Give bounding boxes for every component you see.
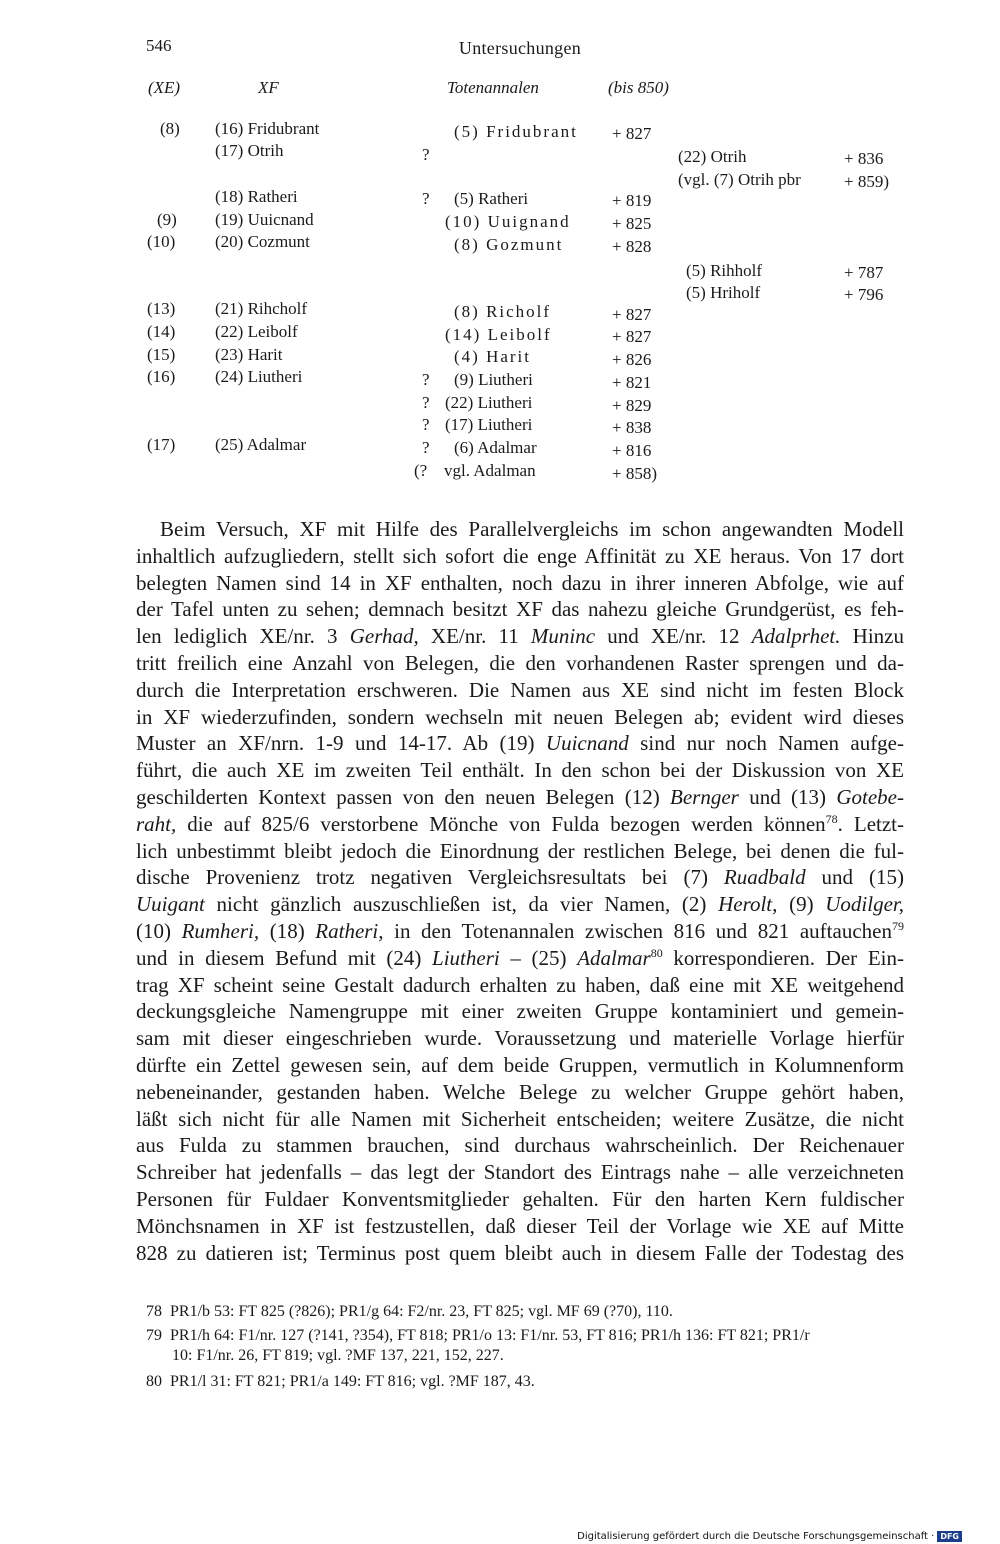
body-line: nebeneinander, gestanden haben. Welche Belege zu welcher Gruppe gehört haben, bbox=[136, 1079, 904, 1104]
footnote-ref-80: 80 bbox=[650, 945, 663, 960]
body-line: Personen für Fuldaer Konventsmitglieder gehalten. Für den harten Kern fuldischer bbox=[136, 1186, 904, 1211]
table-cell-date: + 827 bbox=[612, 327, 652, 346]
body-line: Uuigant nicht gänzlich auszuschließen ist, da vier Namen, (2) Herolt, (9) Uodilger, bbox=[136, 892, 904, 917]
column-header-totenannalen: Totenannalen bbox=[447, 78, 539, 97]
table-cell-totenannalen: vgl. Adalman bbox=[444, 461, 536, 480]
table-cell-xf: (18) Ratheri bbox=[215, 187, 298, 206]
body-line: durch die Interpretation erschweren. Die Namen aus XE sind nicht im festen Block bbox=[136, 677, 904, 702]
table-cell-totenannalen: (4) Harit bbox=[454, 347, 532, 366]
table-cell-xe: (16) bbox=[147, 367, 176, 386]
footnote-79-continued: 10: F1/nr. 26, FT 819; vgl. ?MF 137, 221, 152, 227. bbox=[172, 1347, 504, 1364]
body-line: deckungsgleiche Namengruppe mit einer zweiten Gruppe kontaminiert und gemein- bbox=[136, 999, 904, 1024]
body-line: 828 zu datieren ist; Terminus post quem bleibt auch in diesem Falle der Todestag des bbox=[136, 1240, 904, 1265]
table-cell-totenannalen: (5) Ratheri bbox=[454, 189, 529, 208]
table-cell-query: ? bbox=[422, 189, 430, 208]
table-cell-extra-date: + 836 bbox=[844, 149, 884, 168]
credit-text: Digitalisierung gefördert durch die Deutsche Forschungsgemeinschaft · bbox=[577, 1531, 935, 1542]
table-cell-date: + 826 bbox=[612, 350, 652, 369]
table-cell-xe: (13) bbox=[147, 299, 176, 318]
column-header-xe: (XE) bbox=[148, 78, 181, 97]
table-cell-xe: (14) bbox=[147, 322, 176, 341]
table-cell-date: + 819 bbox=[612, 191, 652, 210]
table-cell-xf: (25) Adalmar bbox=[215, 435, 307, 454]
table-cell-extra-date: + 787 bbox=[844, 263, 884, 282]
table-cell-query: (? bbox=[414, 461, 428, 480]
body-line: len lediglich XE/nr. 3 Gerhad, XE/nr. 11 Muninc und XE/nr. 12 Adalprhet. Hinzu bbox=[136, 624, 905, 649]
running-title: Untersuchungen bbox=[458, 38, 582, 58]
table-cell-query: ? bbox=[422, 393, 430, 412]
body-line: inhaltlich aufzugliedern, stellt sich sofort die enge Affinität zu XE heraus. Von 17 dort bbox=[136, 543, 904, 568]
table-cell-xe: (8) bbox=[160, 119, 180, 138]
table-cell-xf: (19) Uuicnand bbox=[215, 210, 314, 229]
table-cell-totenannalen: (9) Liutheri bbox=[454, 370, 533, 389]
table-cell-query: ? bbox=[422, 370, 430, 389]
body-line: Beim Versuch, XF mit Hilfe des Parallelvergleichs im schon angewandten Modell bbox=[160, 517, 904, 541]
page-number: 546 bbox=[146, 36, 172, 55]
table-cell-totenannalen: (6) Adalmar bbox=[454, 438, 537, 457]
table-cell-extra-date: + 859) bbox=[844, 172, 889, 191]
table-cell-totenannalen: (8) Richolf bbox=[454, 302, 552, 321]
table-cell-extra-name: (5) Hriholf bbox=[686, 283, 761, 302]
table-cell-xf: (20) Cozmunt bbox=[215, 232, 310, 251]
footnote-ref-79: 79 bbox=[891, 918, 904, 933]
table-cell-totenannalen: (5) Fridubrant bbox=[454, 122, 578, 141]
body-line: trag XF scheint seine Gestalt dadurch erhalten zu haben, daß eine mit XE weitgehend bbox=[136, 972, 904, 997]
table-cell-totenannalen: (8) Gozmunt bbox=[454, 235, 564, 254]
footnote-80: 80 PR1/l 31: FT 821; PR1/a 149: FT 816; vgl. ?MF 187, 43. bbox=[146, 1373, 535, 1390]
body-line: Muster an XF/nrn. 1-9 und 14-17. Ab (19) Uuicnand sind nur noch Namen aufge- bbox=[136, 731, 904, 756]
body-line: der Tafel unten zu sehen; demnach besitzt XF das nahezu gleiche Grundgerüst, es feh- bbox=[136, 597, 904, 622]
body-line: und in diesem Befund mit (24) Liutheri – (25) Adalmar$^{80}$ korrespondieren. Der Ein- bbox=[136, 945, 904, 970]
footnote-78: 78 PR1/b 53: FT 825 (?826); PR1/g 64: F2/nr. 23, FT 825; vgl. MF 69 (?70), 110. bbox=[146, 1303, 673, 1320]
footnote-79: 79 PR1/h 64: F1/nr. 127 (?141, ?354), FT 818; PR1/o 13: F1/nr. 53, FT 816; PR1/h 136: FT 821; PR1/r bbox=[146, 1327, 810, 1344]
body-line: Mönchsnamen in XF ist festzustellen, daß dieser Teil der Vorlage wie XE auf Mitte bbox=[136, 1213, 904, 1238]
table-cell-date: + 816 bbox=[612, 441, 652, 460]
table-cell-totenannalen: (17) Liutheri bbox=[445, 415, 533, 434]
table-cell-date: + 827 bbox=[612, 305, 652, 324]
body-line: dürfte ein Zettel gewesen sein, auf dem beide Gruppen, vermutlich in Kolumnenform bbox=[136, 1052, 904, 1077]
table-cell-xe: (17) bbox=[147, 435, 176, 454]
table-cell-date: + 858) bbox=[612, 464, 657, 483]
table-cell-date: + 827 bbox=[612, 124, 652, 143]
body-line: belegten Namen sind 14 in XF enthalten, noch dazu in ihrer inneren Abfolge, wie auf bbox=[136, 570, 904, 595]
body-line: aus Fulda zu stammen brauchen, sind durchaus wahrscheinlich. Der Reichenauer bbox=[136, 1133, 904, 1158]
body-line: raht, die auf 825/6 verstorbene Mönche von Fulda bezogen werden können$^{78}$. Letzt- bbox=[136, 811, 904, 836]
table-cell-xf: (23) Harit bbox=[215, 345, 283, 364]
body-line: läßt sich nicht für alle Namen mit Sicherheit entscheiden; weitere Zusätze, die nicht bbox=[136, 1106, 904, 1131]
body-line: dische Provenienz trotz negativen Vergleichsresultats bei (7) Ruadbald und (15) bbox=[136, 865, 904, 890]
table-cell-extra-name: (5) Rihholf bbox=[686, 261, 763, 280]
footnote-ref-78: 78 bbox=[825, 811, 838, 826]
table-cell-date: + 821 bbox=[612, 373, 652, 392]
table-cell-extra-date: + 796 bbox=[844, 285, 884, 304]
table-cell-date: + 829 bbox=[612, 396, 652, 415]
table-cell-date: + 828 bbox=[612, 237, 652, 256]
column-header-bis-850: (bis 850) bbox=[608, 78, 669, 97]
table-cell-xf: (22) Leibolf bbox=[215, 322, 298, 341]
table-cell-query: ? bbox=[422, 145, 430, 164]
table-cell-xf: (21) Rihcholf bbox=[215, 299, 308, 318]
table-cell-extra-name: (22) Otrih bbox=[678, 147, 747, 166]
body-line: (10) Rumheri, (18) Ratheri, in den Totenannalen zwischen 816 und 821 auftauchen$^{79}$ bbox=[136, 918, 904, 943]
table-cell-xe: (15) bbox=[147, 345, 176, 364]
body-line: sam mit dieser eingeschrieben wurde. Voraussetzung und materielle Vorlage hierfür bbox=[136, 1026, 904, 1051]
body-line: in XF wiederzufinden, sondern wechseln mit neuen Belegen ab; evident wird dieses bbox=[136, 704, 904, 729]
body-line: führt, die auch XE im zweiten Teil enthält. In den schon bei der Diskussion von XE bbox=[136, 758, 904, 783]
table-cell-totenannalen: (14) Leibolf bbox=[445, 325, 552, 344]
table-cell-xe: (10) bbox=[147, 232, 176, 251]
table-cell-xf: (24) Liutheri bbox=[215, 367, 303, 386]
table-cell-query: ? bbox=[422, 438, 430, 457]
digitization-credit bbox=[577, 1531, 962, 1542]
body-line: Schreiber hat jedenfalls – das legt der Standort des Eintrags nahe – alle verzeichneten bbox=[136, 1160, 904, 1185]
table-cell-date: + 838 bbox=[612, 418, 652, 437]
table-cell-totenannalen: (22) Liutheri bbox=[445, 393, 533, 412]
table-cell-extra-name: (vgl. (7) Otrih pbr bbox=[678, 170, 801, 189]
body-line: tritt freilich eine Anzahl von Belegen, die den vorhandenen Raster sprengen und da- bbox=[136, 650, 904, 675]
body-line: geschilderten Kontext passen von den neuen Belegen (12) Bernger und (13) Gotebe- bbox=[136, 784, 904, 809]
table-cell-xe: (9) bbox=[157, 210, 177, 229]
column-header-xf: XF bbox=[258, 78, 279, 97]
table-cell-query: ? bbox=[422, 415, 430, 434]
table-cell-totenannalen: (10) Uuignand bbox=[445, 212, 571, 231]
table-cell-xf: (16) Fridubrant bbox=[215, 119, 320, 138]
body-paragraph bbox=[136, 516, 904, 1266]
table-cell-xf: (17) Otrih bbox=[215, 141, 284, 160]
dfg-logo-icon: DFG bbox=[937, 1531, 962, 1542]
table-cell-date: + 825 bbox=[612, 214, 652, 233]
body-line: lich unbestimmt bleibt jedoch die Einordnung der restlichen Belege, bei denen die ful- bbox=[136, 838, 904, 863]
